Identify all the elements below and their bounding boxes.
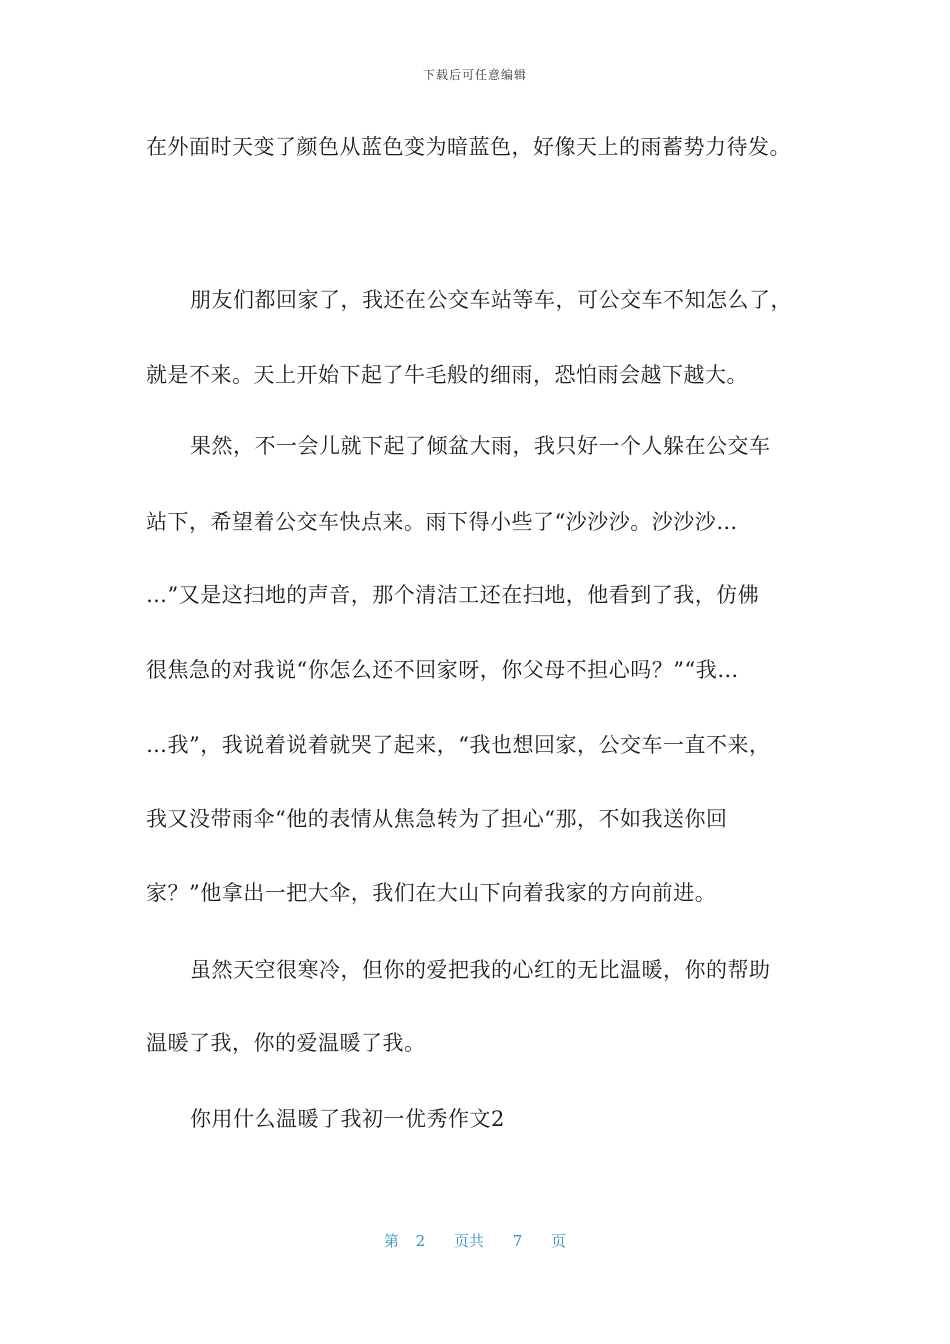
text-line: 很焦急的对我说“你怎么还不回家呀，你父母不担心吗？”“我… bbox=[146, 658, 739, 682]
footer-di: 第 bbox=[383, 1232, 399, 1250]
footer-ye: 页 bbox=[551, 1232, 567, 1250]
text-line: 果然，不一会儿就下起了倾盆大雨，我只好一个人躲在公交车 bbox=[190, 434, 771, 458]
footer-page-number: 2 bbox=[415, 1232, 426, 1250]
text-line: 我又没带雨伞“他的表情从焦急转为了担心“那，不如我送你回 bbox=[146, 807, 728, 831]
footer-ye-gong: 页共 bbox=[453, 1232, 484, 1250]
section-heading: 你用什么温暖了我初一优秀作文2 bbox=[190, 1107, 505, 1131]
text-line: 温暖了我，你的爱温暖了我。 bbox=[146, 1031, 426, 1055]
text-line: 虽然天空很寒冷，但你的爱把我的心红的无比温暖，你的帮助 bbox=[190, 958, 771, 982]
text-line: 就是不来。天上开始下起了牛毛般的细雨，恐怕雨会越下越大。 bbox=[146, 363, 748, 387]
text-line: 朋友们都回家了，我还在公交车站等车，可公交车不知怎么了， bbox=[190, 288, 792, 312]
text-line: 家？”他拿出一把大伞，我们在大山下向着我家的方向前进。 bbox=[146, 881, 717, 905]
text-line: 站下，希望着公交车快点来。雨下得小些了“沙沙沙。沙沙沙… bbox=[146, 510, 738, 534]
footer-total-pages: 7 bbox=[512, 1232, 523, 1250]
page-footer bbox=[0, 1230, 950, 1251]
page-header-note: 下载后可任意编辑 bbox=[422, 68, 527, 82]
text-line: 在外面时天变了颜色从蓝色变为暗蓝色，好像天上的雨蓄势力待发。 bbox=[146, 135, 791, 159]
text-line: …”又是这扫地的声音，那个清洁工还在扫地，他看到了我，仿佛 bbox=[146, 583, 760, 607]
text-line: …我”，我说着说着就哭了起来，“我也想回家，公交车一直不来， bbox=[146, 733, 771, 757]
